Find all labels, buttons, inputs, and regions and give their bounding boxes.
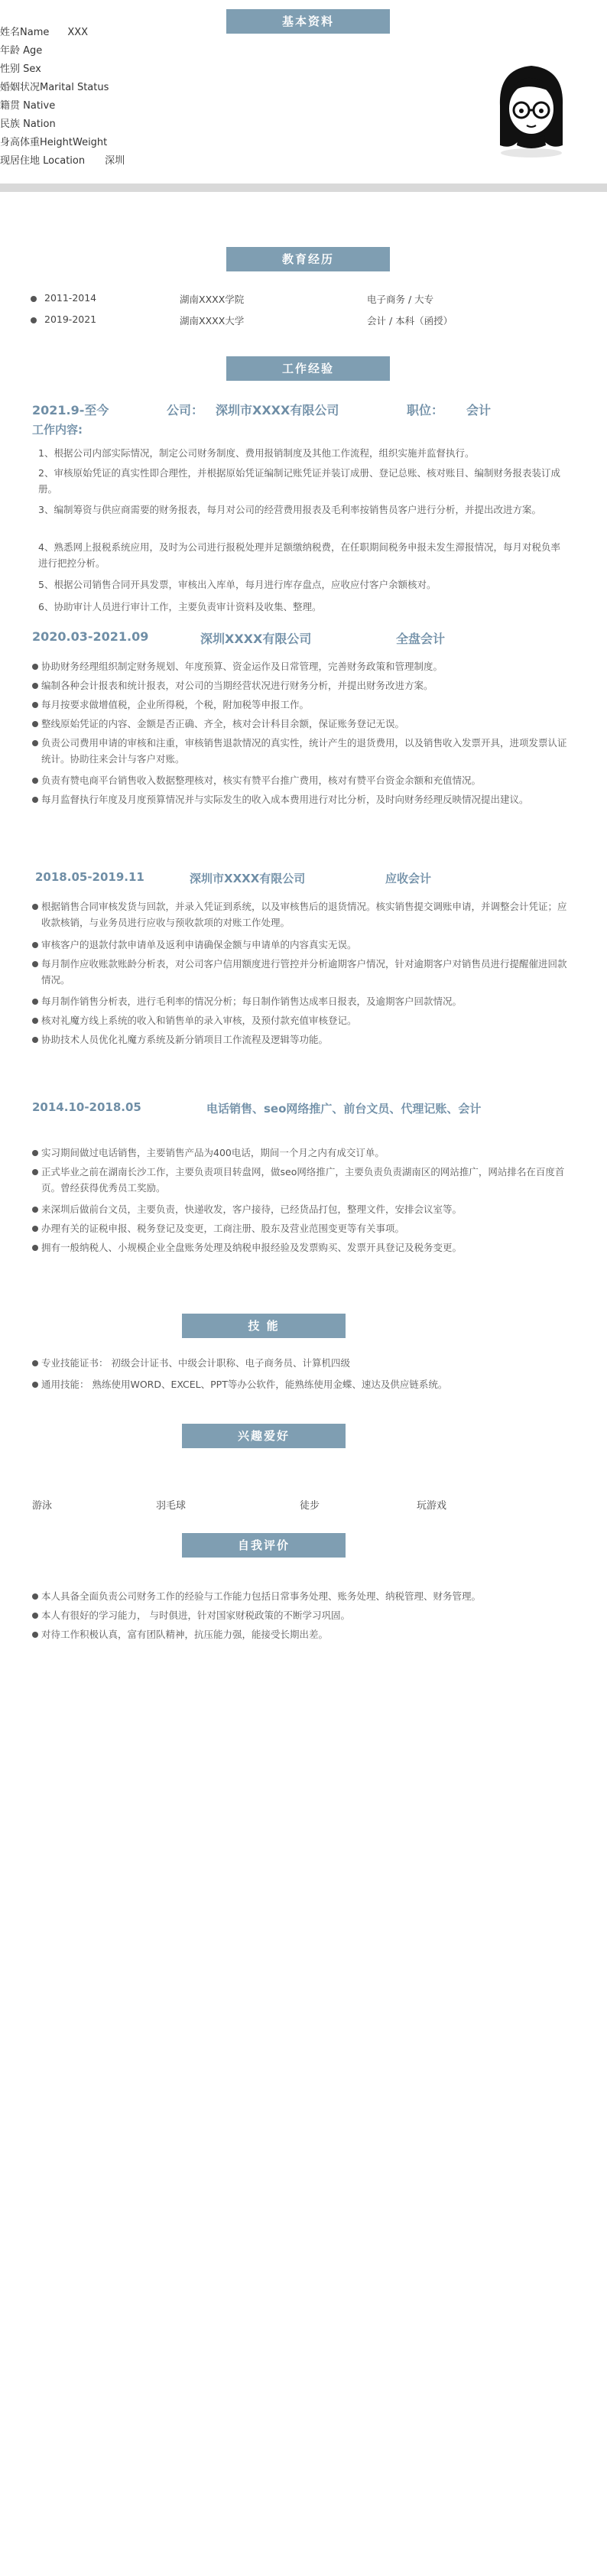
self-eval-item: 本人有很好的学习能力， 与时俱进，针对国家财税政策的不断学习巩固。 [32,1607,567,1623]
divider [0,184,607,192]
job1-item: 5、根据公司销售合同开具发票，审核出入库单，每月进行库存盘点，应收应付客户余额核对。 [38,579,437,590]
age-label: 年龄 Age [0,45,43,57]
job3-item: 审核客户的退款付款申请单及返利申请确保金额与申请单的内容真实无误。 [32,937,567,953]
hobby-item: 徒步 [300,1500,320,1512]
job1-item: 6、协助审计人员进行审计工作，主要负责审计资料及收集、整理。 [38,601,322,612]
job3-item: 根据销售合同审核发货与回款，并录入凭证到系统，以及审核售后的退货情况。核实销售提交调账申请，并调整会计凭证；应收款核销，与业务员进行应收与预收款项的对账工作处理。 [32,898,567,931]
name-value: XXX [67,27,89,38]
job1-position: 会计 [466,403,492,417]
education-row [31,292,434,305]
section-title-basic: 基本资料 [226,9,390,34]
job2-item: 负责有赞电商平台销售收入数据整理核对，核实有赞平台推广费用，核对有赞平台资金余额和充值情况。 [32,772,567,788]
job4-item: 正式毕业之前在湖南长沙工作，主要负责项目转盘网，做seo网络推广，主要负责负责湖南区的网站推广，网站排名在百度首页。曾经获得优秀员工奖励。 [32,1164,567,1196]
edu-period: 2011-2014 [44,292,97,304]
job4-item: 实习期间做过电话销售，主要销售产品为400电话，期间一个月之内有成交订单。 [32,1145,567,1161]
marital-label: 婚姻状况Marital Status [0,82,109,93]
edu-school: 湖南XXXX大学 [180,315,245,326]
job1-content-label: 工作内容: [32,423,83,437]
education-row [31,313,453,326]
job2-company: 深圳XXXX有限公司 [200,632,312,646]
edu-major: 电子商务 / 大专 [367,294,434,305]
job4-period: 2014.10-2018.05 [32,1100,141,1114]
job1-item: 3、编制筹资与供应商需要的财务报表，每月对公司的经营费用报表及毛利率按销售员客户进行分析，并提出改进方案。 [38,504,541,515]
name-row [0,24,88,38]
job4-item: 来深圳后做前台文员，主要负责，快递收发，客户接待，已经货品打包，整理文件，安排会议室等。 [32,1201,567,1217]
edu-major: 会计 / 本科（函授） [367,315,453,326]
job3-item: 每月制作应收账款账龄分析表，对公司客户信用额度进行管控并分析逾期客户情况，针对逾期客户对销售员进行提醒催进回款情况。 [32,956,567,988]
self-eval-item: 本人具备全面负责公司财务工作的经验与工作能力包括日常事务处理、账务处理、纳税管理、财务管理。 [32,1588,567,1604]
job3-company: 深圳市XXXX有限公司 [190,872,306,885]
job3-position: 应收会计 [385,872,432,885]
hobby-item: 游泳 [32,1500,53,1512]
height-weight-label: 身高体重HeightWeight [0,137,108,148]
edu-period: 2019-2021 [44,313,97,325]
location-row [0,152,125,167]
skill-item: 专业技能证书： 初级会计证书、中级会计职称、电子商务员、计算机四级 [32,1355,567,1371]
section-title-education: 教育经历 [226,247,390,271]
section-title-hobbies: 兴趣爱好 [182,1424,346,1448]
section-title-self-eval: 自我评价 [182,1533,346,1558]
job2-item: 每月监督执行年度及月度预算情况并与实际发生的收入成本费用进行对比分析，及时向财务经理反映情况提出建议。 [32,791,567,807]
section-title-work: 工作经验 [226,356,390,381]
hobby-item: 羽毛球 [156,1500,187,1512]
job4-item: 办理有关的证税申报、税务登记及变更，工商注册、股东及营业范围变更等有关事项。 [32,1220,567,1236]
location-value: 深圳 [105,155,125,167]
job3-item: 核对礼魔方线上系统的收入和销售单的录入审核，及预付款充值审核登记。 [32,1012,567,1028]
job1-item: 4、熟悉网上报税系统应用，及时为公司进行报税处理并足额缴纳税费，在任职期间税务申报未发生滞报情况，每月对税负率进行把控分析。 [38,541,560,569]
job1-item: 2、审核原始凭证的真实性即合理性，并根据原始凭证编制记账凭证并装订成册、登记总账、核对账目、编制财务报表装订成册。 [38,467,560,495]
skill-item: 通用技能： 熟练使用WORD、EXCEL、PPT等办公软件，能熟练使用金蝶、速达及供应链系统。 [32,1376,567,1392]
hobby-item: 玩游戏 [417,1500,447,1512]
job3-period: 2018.05-2019.11 [35,870,144,884]
job4-position: 电话销售、seo网络推广、前台文员、代理记账、会计 [206,1102,482,1116]
sex-label: 性别 Sex [0,63,41,75]
edu-school: 湖南XXXX学院 [180,294,245,305]
section-title-skills: 技 能 [182,1314,346,1338]
job2-item: 协助财务经理组织制定财务规划、年度预算、资金运作及日常管理，完善财务政策和管理制度。 [32,658,567,674]
avatar [489,55,573,162]
native-label: 籍贯 Native [0,100,56,112]
job2-item: 负责公司费用申请的审核和注重，审核销售退款情况的真实性，统计产生的退货费用，以及销售收入发票开具，进项发票认证统计。协助往来会计与客户对账。 [32,735,567,767]
job2-item: 编制各种会计报表和统计报表，对公司的当期经营状况进行财务分析，并提出财务改进方案。 [32,677,567,694]
job2-position: 全盘会计 [396,632,446,646]
job1-period: 2021.9-至今 [32,403,109,417]
self-eval-item: 对待工作积极认真，富有团队精神，抗压能力强，能接受长期出差。 [32,1626,567,1642]
location-label: 现居住地 Location [0,155,86,167]
job1-item: 1、根据公司内部实际情况，制定公司财务制度、费用报销制度及其他工作流程，组织实施并监督执行。 [38,447,475,459]
job3-item: 协助技术人员优化礼魔方系统及新分销项目工作流程及逻辑等功能。 [32,1031,567,1048]
job1-position-label: 职位： [407,403,444,417]
job4-item: 拥有一般纳税人、小规模企业全盘账务处理及纳税申报经验及发票购买、发票开具登记及税务变更。 [32,1239,567,1256]
job2-item: 每月按要求做增值税，企业所得税，个税，附加税等申报工作。 [32,697,567,713]
job2-period: 2020.03-2021.09 [32,629,149,644]
job3-item: 每月制作销售分析表，进行毛利率的情况分析；每日制作销售达成率日报表，及逾期客户回款情况。 [32,993,567,1009]
nation-label: 民族 Nation [0,119,56,130]
job1-company-label: 公司： [167,403,204,417]
name-label: 姓名Name [0,27,50,38]
job1-company: 深圳市XXXX有限公司 [216,403,339,417]
job2-item: 整线原始凭证的内容、金额是否正确、齐全，核对会计科目余额，保证账务登记无误。 [32,716,567,732]
